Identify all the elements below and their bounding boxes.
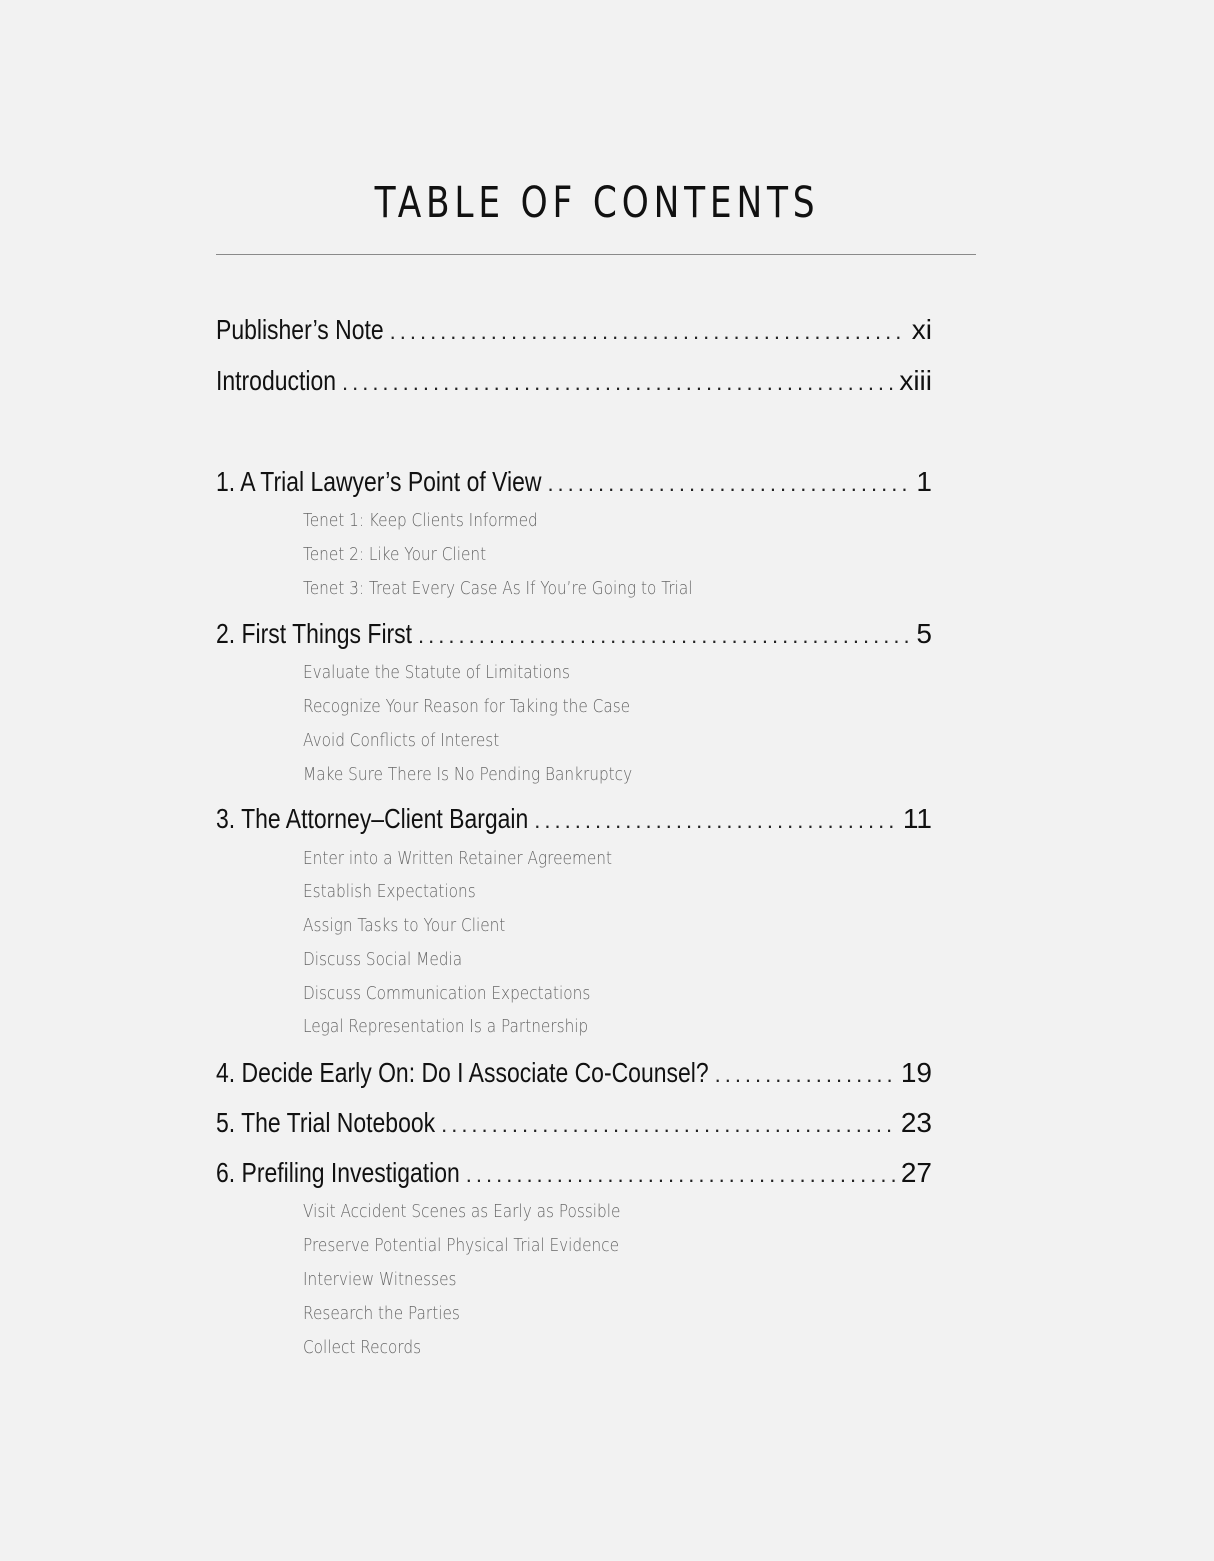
toc-entry-chapter-3[interactable]: [216, 803, 932, 835]
toc-section[interactable]: Avoid Conflicts of Interest: [303, 730, 500, 751]
entry-label: 5. The Trial Notebook: [216, 1107, 436, 1138]
entry-page-number: 5: [916, 618, 932, 649]
toc-entry-publishers-note[interactable]: [216, 314, 932, 346]
toc-section[interactable]: Assign Tasks to Your Client: [303, 915, 506, 936]
entry-label: 3. The Attorney–Client Bargain: [216, 803, 529, 834]
toc-section[interactable]: Tenet 2: Like Your Client: [303, 544, 487, 565]
toc-entry-chapter-5[interactable]: [216, 1107, 932, 1139]
entry-page-number: 23: [900, 1107, 932, 1138]
entry-page-number: 19: [900, 1057, 932, 1088]
entry-label: Introduction: [216, 365, 336, 396]
toc-section[interactable]: Evaluate the Statute of Limitations: [303, 662, 570, 683]
toc-section[interactable]: Research the Parties: [303, 1303, 460, 1324]
toc-section[interactable]: Legal Representation Is a Partnership: [303, 1016, 589, 1037]
entry-page-number: xi: [911, 314, 932, 345]
dot-leader: [547, 471, 910, 497]
toc-entry-chapter-6[interactable]: [216, 1157, 932, 1189]
dot-leader: [534, 808, 897, 834]
toc-section[interactable]: Visit Accident Scenes as Early as Possible: [303, 1201, 621, 1222]
dot-leader: [418, 623, 910, 649]
entry-page-number: 1: [916, 466, 932, 497]
toc-section[interactable]: Discuss Communication Expectations: [303, 983, 591, 1004]
page-title: TABLE OF CONTENTS: [374, 178, 820, 228]
entry-page-number: xiii: [899, 365, 932, 396]
entry-label: 4. Decide Early On: Do I Associate Co-Counsel?: [216, 1057, 709, 1088]
entry-label: 1. A Trial Lawyer’s Point of View: [216, 466, 542, 497]
entry-label: 2. First Things First: [216, 618, 413, 649]
toc-entry-chapter-1[interactable]: [216, 466, 932, 498]
dot-leader: [466, 1162, 895, 1188]
toc-section[interactable]: Interview Witnesses: [303, 1269, 457, 1290]
toc-section[interactable]: Collect Records: [303, 1337, 422, 1358]
dot-leader: [342, 370, 893, 396]
toc-entry-introduction[interactable]: [216, 365, 932, 397]
dot-leader: [715, 1062, 895, 1088]
toc-section[interactable]: Preserve Potential Physical Trial Evidence: [303, 1235, 620, 1256]
dot-leader: [390, 319, 906, 345]
entry-page-number: 11: [902, 803, 932, 834]
entry-label: 6. Prefiling Investigation: [216, 1157, 460, 1188]
toc-entry-chapter-4[interactable]: [216, 1057, 932, 1089]
toc-section[interactable]: Enter into a Written Retainer Agreement: [303, 848, 612, 869]
entry-page-number: 27: [900, 1157, 932, 1188]
toc-section[interactable]: Recognize Your Reason for Taking the Case: [303, 696, 631, 717]
toc-section[interactable]: Establish Expectations: [303, 881, 476, 902]
dot-leader: [441, 1112, 895, 1138]
toc-section[interactable]: Discuss Social Media: [303, 949, 463, 970]
toc-section[interactable]: Tenet 3: Treat Every Case As If You’re Going to Trial: [303, 578, 693, 599]
toc-section[interactable]: Tenet 1: Keep Clients Informed: [303, 510, 538, 531]
toc-section[interactable]: Make Sure There Is No Pending Bankruptcy: [303, 764, 633, 785]
toc-entry-chapter-2[interactable]: [216, 618, 932, 650]
title-divider: [216, 254, 976, 255]
entry-label: Publisher’s Note: [216, 314, 384, 345]
